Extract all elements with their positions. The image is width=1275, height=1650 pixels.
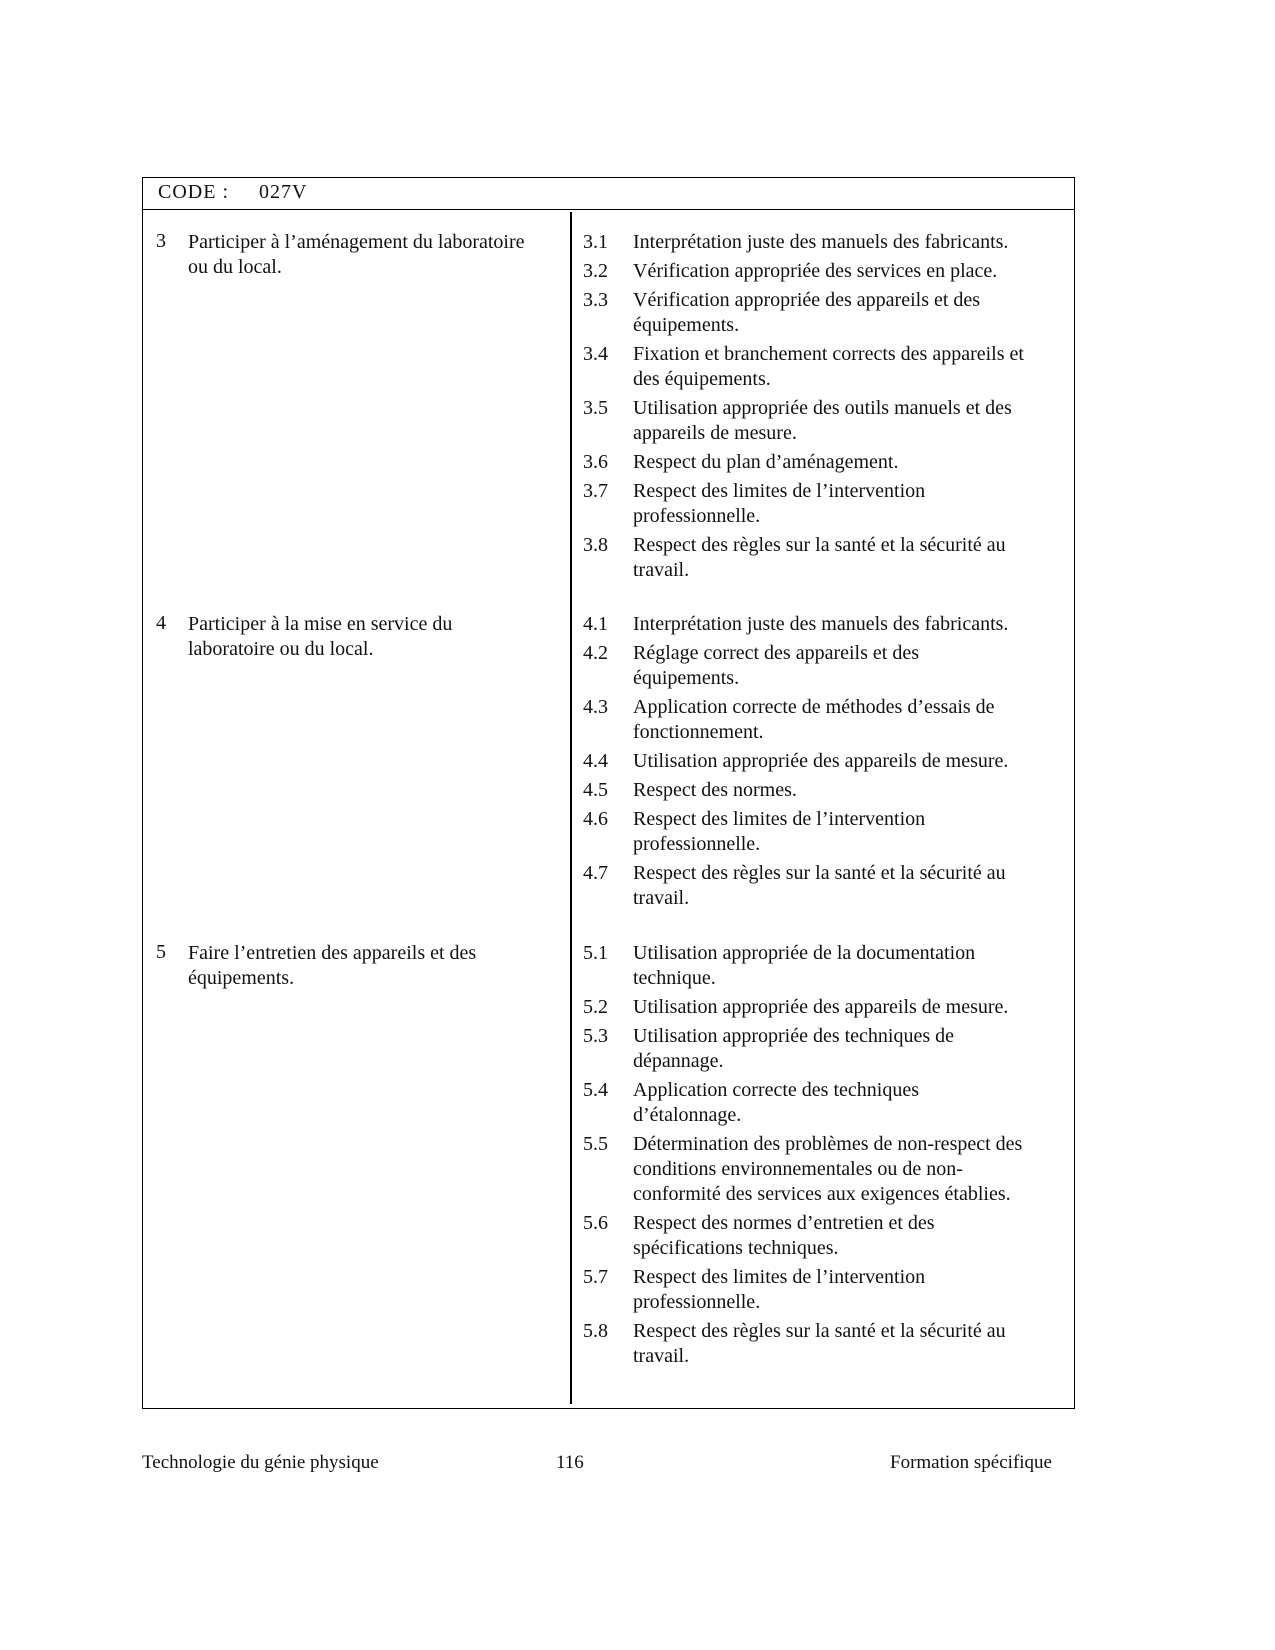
criterion-number: 4.3	[583, 696, 608, 718]
criterion-item	[583, 288, 1073, 338]
criterion-text	[633, 641, 1073, 691]
criterion-line: Respect des normes d’entretien et des	[633, 1212, 935, 1234]
criterion-text	[633, 1024, 1073, 1074]
criterion-line: dépannage.	[633, 1050, 724, 1072]
criterion-item	[583, 450, 1073, 475]
criterion-line: Respect des règles sur la santé et la sécurité au	[633, 534, 1006, 556]
criterion-number: 4.5	[583, 779, 608, 801]
criterion-item	[583, 479, 1073, 529]
competency-line: équipements.	[188, 967, 295, 989]
criterion-number: 3.1	[583, 231, 608, 253]
criterion-text	[633, 1265, 1073, 1315]
criterion-number: 3.5	[583, 397, 608, 419]
competency-line: Participer à l’aménagement du laboratoire	[188, 231, 525, 253]
criterion-line: Respect du plan d’aménagement.	[633, 451, 899, 473]
criterion-number: 3.6	[583, 451, 608, 473]
criterion-text	[633, 749, 1073, 774]
criterion-number: 3.8	[583, 534, 608, 556]
criterion-text	[633, 941, 1073, 991]
criterion-text	[633, 396, 1073, 446]
criterion-text	[633, 1078, 1073, 1128]
criterion-line: d’étalonnage.	[633, 1104, 742, 1126]
code-label: CODE :	[158, 181, 229, 203]
criterion-item	[583, 230, 1073, 255]
criterion-line: professionnelle.	[633, 505, 761, 527]
competency-number: 5	[156, 941, 166, 963]
competency-statement	[188, 612, 568, 662]
criterion-item	[583, 941, 1073, 991]
criterion-line: équipements.	[633, 314, 740, 336]
criterion-text	[633, 612, 1073, 637]
criterion-item	[583, 396, 1073, 446]
footer-section: Formation spécifique	[890, 1452, 1052, 1473]
criterion-line: Vérification appropriée des services en place.	[633, 260, 998, 282]
competency-line: ou du local.	[188, 256, 282, 278]
criterion-line: Vérification appropriée des appareils et des	[633, 289, 981, 311]
criterion-number: 3.7	[583, 480, 608, 502]
criterion-item	[583, 1024, 1073, 1074]
criterion-text	[633, 479, 1073, 529]
criterion-text	[633, 1132, 1073, 1207]
competency-number: 4	[156, 612, 166, 634]
criterion-line: Respect des limites de l’intervention	[633, 808, 926, 830]
criterion-line: Interprétation juste des manuels des fabricants.	[633, 613, 1009, 635]
criterion-text	[633, 807, 1073, 857]
criterion-number: 4.4	[583, 750, 608, 772]
criterion-number: 4.1	[583, 613, 608, 635]
criterion-number: 4.6	[583, 808, 608, 830]
competency-number: 3	[156, 230, 166, 252]
criterion-line: Application correcte des techniques	[633, 1079, 919, 1101]
criterion-line: spécifications techniques.	[633, 1237, 839, 1259]
criterion-number: 5.1	[583, 942, 608, 964]
competency-statement	[188, 941, 568, 991]
criterion-number: 5.4	[583, 1079, 608, 1101]
criterion-line: conditions environnementales ou de non-	[633, 1158, 963, 1180]
criterion-number: 5.3	[583, 1025, 608, 1047]
criterion-line: Fixation et branchement corrects des appareils et	[633, 343, 1024, 365]
criterion-line: fonctionnement.	[633, 721, 764, 743]
criterion-text	[633, 778, 1073, 803]
criterion-item	[583, 995, 1073, 1020]
code-header	[143, 178, 1074, 210]
criterion-line: conformité des services aux exigences établies.	[633, 1183, 1011, 1205]
performance-criteria	[583, 230, 1073, 587]
column-divider	[570, 212, 572, 1404]
code-value: 027V	[259, 181, 308, 203]
criterion-number: 3.2	[583, 260, 608, 282]
competency-line: laboratoire ou du local.	[188, 638, 374, 660]
criterion-text	[633, 533, 1073, 583]
criterion-line: Respect des limites de l’intervention	[633, 480, 926, 502]
competency-statement	[188, 230, 568, 280]
criterion-line: Utilisation appropriée des outils manuels et des	[633, 397, 1012, 419]
competency-table	[142, 177, 1075, 1409]
criterion-line: Utilisation appropriée des appareils de mesure.	[633, 750, 1009, 772]
criterion-line: appareils de mesure.	[633, 422, 797, 444]
criterion-text	[633, 1211, 1073, 1261]
criterion-text	[633, 259, 1073, 284]
criterion-item	[583, 695, 1073, 745]
criterion-line: technique.	[633, 967, 716, 989]
criterion-number: 5.7	[583, 1266, 608, 1288]
footer-program: Technologie du génie physique	[142, 1452, 379, 1473]
criterion-text	[633, 995, 1073, 1020]
criterion-text	[633, 695, 1073, 745]
footer-page-number: 116	[556, 1452, 584, 1473]
competency-line: Participer à la mise en service du	[188, 613, 453, 635]
criterion-item	[583, 641, 1073, 691]
criterion-item	[583, 807, 1073, 857]
criterion-text	[633, 288, 1073, 338]
performance-criteria	[583, 941, 1073, 1373]
criterion-number: 5.6	[583, 1212, 608, 1234]
criterion-item	[583, 1132, 1073, 1207]
criterion-item	[583, 259, 1073, 284]
criterion-text	[633, 1319, 1073, 1369]
criterion-line: Utilisation appropriée des appareils de mesure.	[633, 996, 1009, 1018]
criterion-number: 5.5	[583, 1133, 608, 1155]
criterion-item	[583, 778, 1073, 803]
criterion-line: travail.	[633, 1345, 690, 1367]
criterion-line: Interprétation juste des manuels des fabricants.	[633, 231, 1009, 253]
criterion-item	[583, 533, 1073, 583]
criterion-item	[583, 612, 1073, 637]
criterion-number: 3.4	[583, 343, 608, 365]
criterion-line: Respect des règles sur la santé et la sécurité au	[633, 1320, 1006, 1342]
criterion-line: Respect des normes.	[633, 779, 797, 801]
criterion-number: 5.8	[583, 1320, 608, 1342]
criterion-line: Utilisation appropriée de la documentation	[633, 942, 976, 964]
criterion-line: équipements.	[633, 667, 740, 689]
criterion-line: Application correcte de méthodes d’essais de	[633, 696, 995, 718]
competency-line: Faire l’entretien des appareils et des	[188, 942, 477, 964]
criterion-text	[633, 861, 1073, 911]
criterion-text	[633, 450, 1073, 475]
criterion-item	[583, 1211, 1073, 1261]
criterion-number: 3.3	[583, 289, 608, 311]
criterion-number: 4.7	[583, 862, 608, 884]
criterion-line: des équipements.	[633, 368, 771, 390]
criterion-line: Respect des limites de l’intervention	[633, 1266, 926, 1288]
criterion-item	[583, 1265, 1073, 1315]
criterion-text	[633, 230, 1073, 255]
criterion-text	[633, 342, 1073, 392]
criterion-number: 5.2	[583, 996, 608, 1018]
criterion-line: Détermination des problèmes de non-respect des	[633, 1133, 1023, 1155]
criterion-line: professionnelle.	[633, 833, 761, 855]
criterion-number: 4.2	[583, 642, 608, 664]
criterion-item	[583, 749, 1073, 774]
criterion-line: Réglage correct des appareils et des	[633, 642, 919, 664]
criterion-line: travail.	[633, 559, 690, 581]
criterion-item	[583, 342, 1073, 392]
criterion-item	[583, 861, 1073, 911]
criterion-item	[583, 1319, 1073, 1369]
criterion-line: professionnelle.	[633, 1291, 761, 1313]
criterion-line: Utilisation appropriée des techniques de	[633, 1025, 955, 1047]
criterion-line: travail.	[633, 887, 690, 909]
criterion-line: Respect des règles sur la santé et la sécurité au	[633, 862, 1006, 884]
criterion-item	[583, 1078, 1073, 1128]
performance-criteria	[583, 612, 1073, 915]
